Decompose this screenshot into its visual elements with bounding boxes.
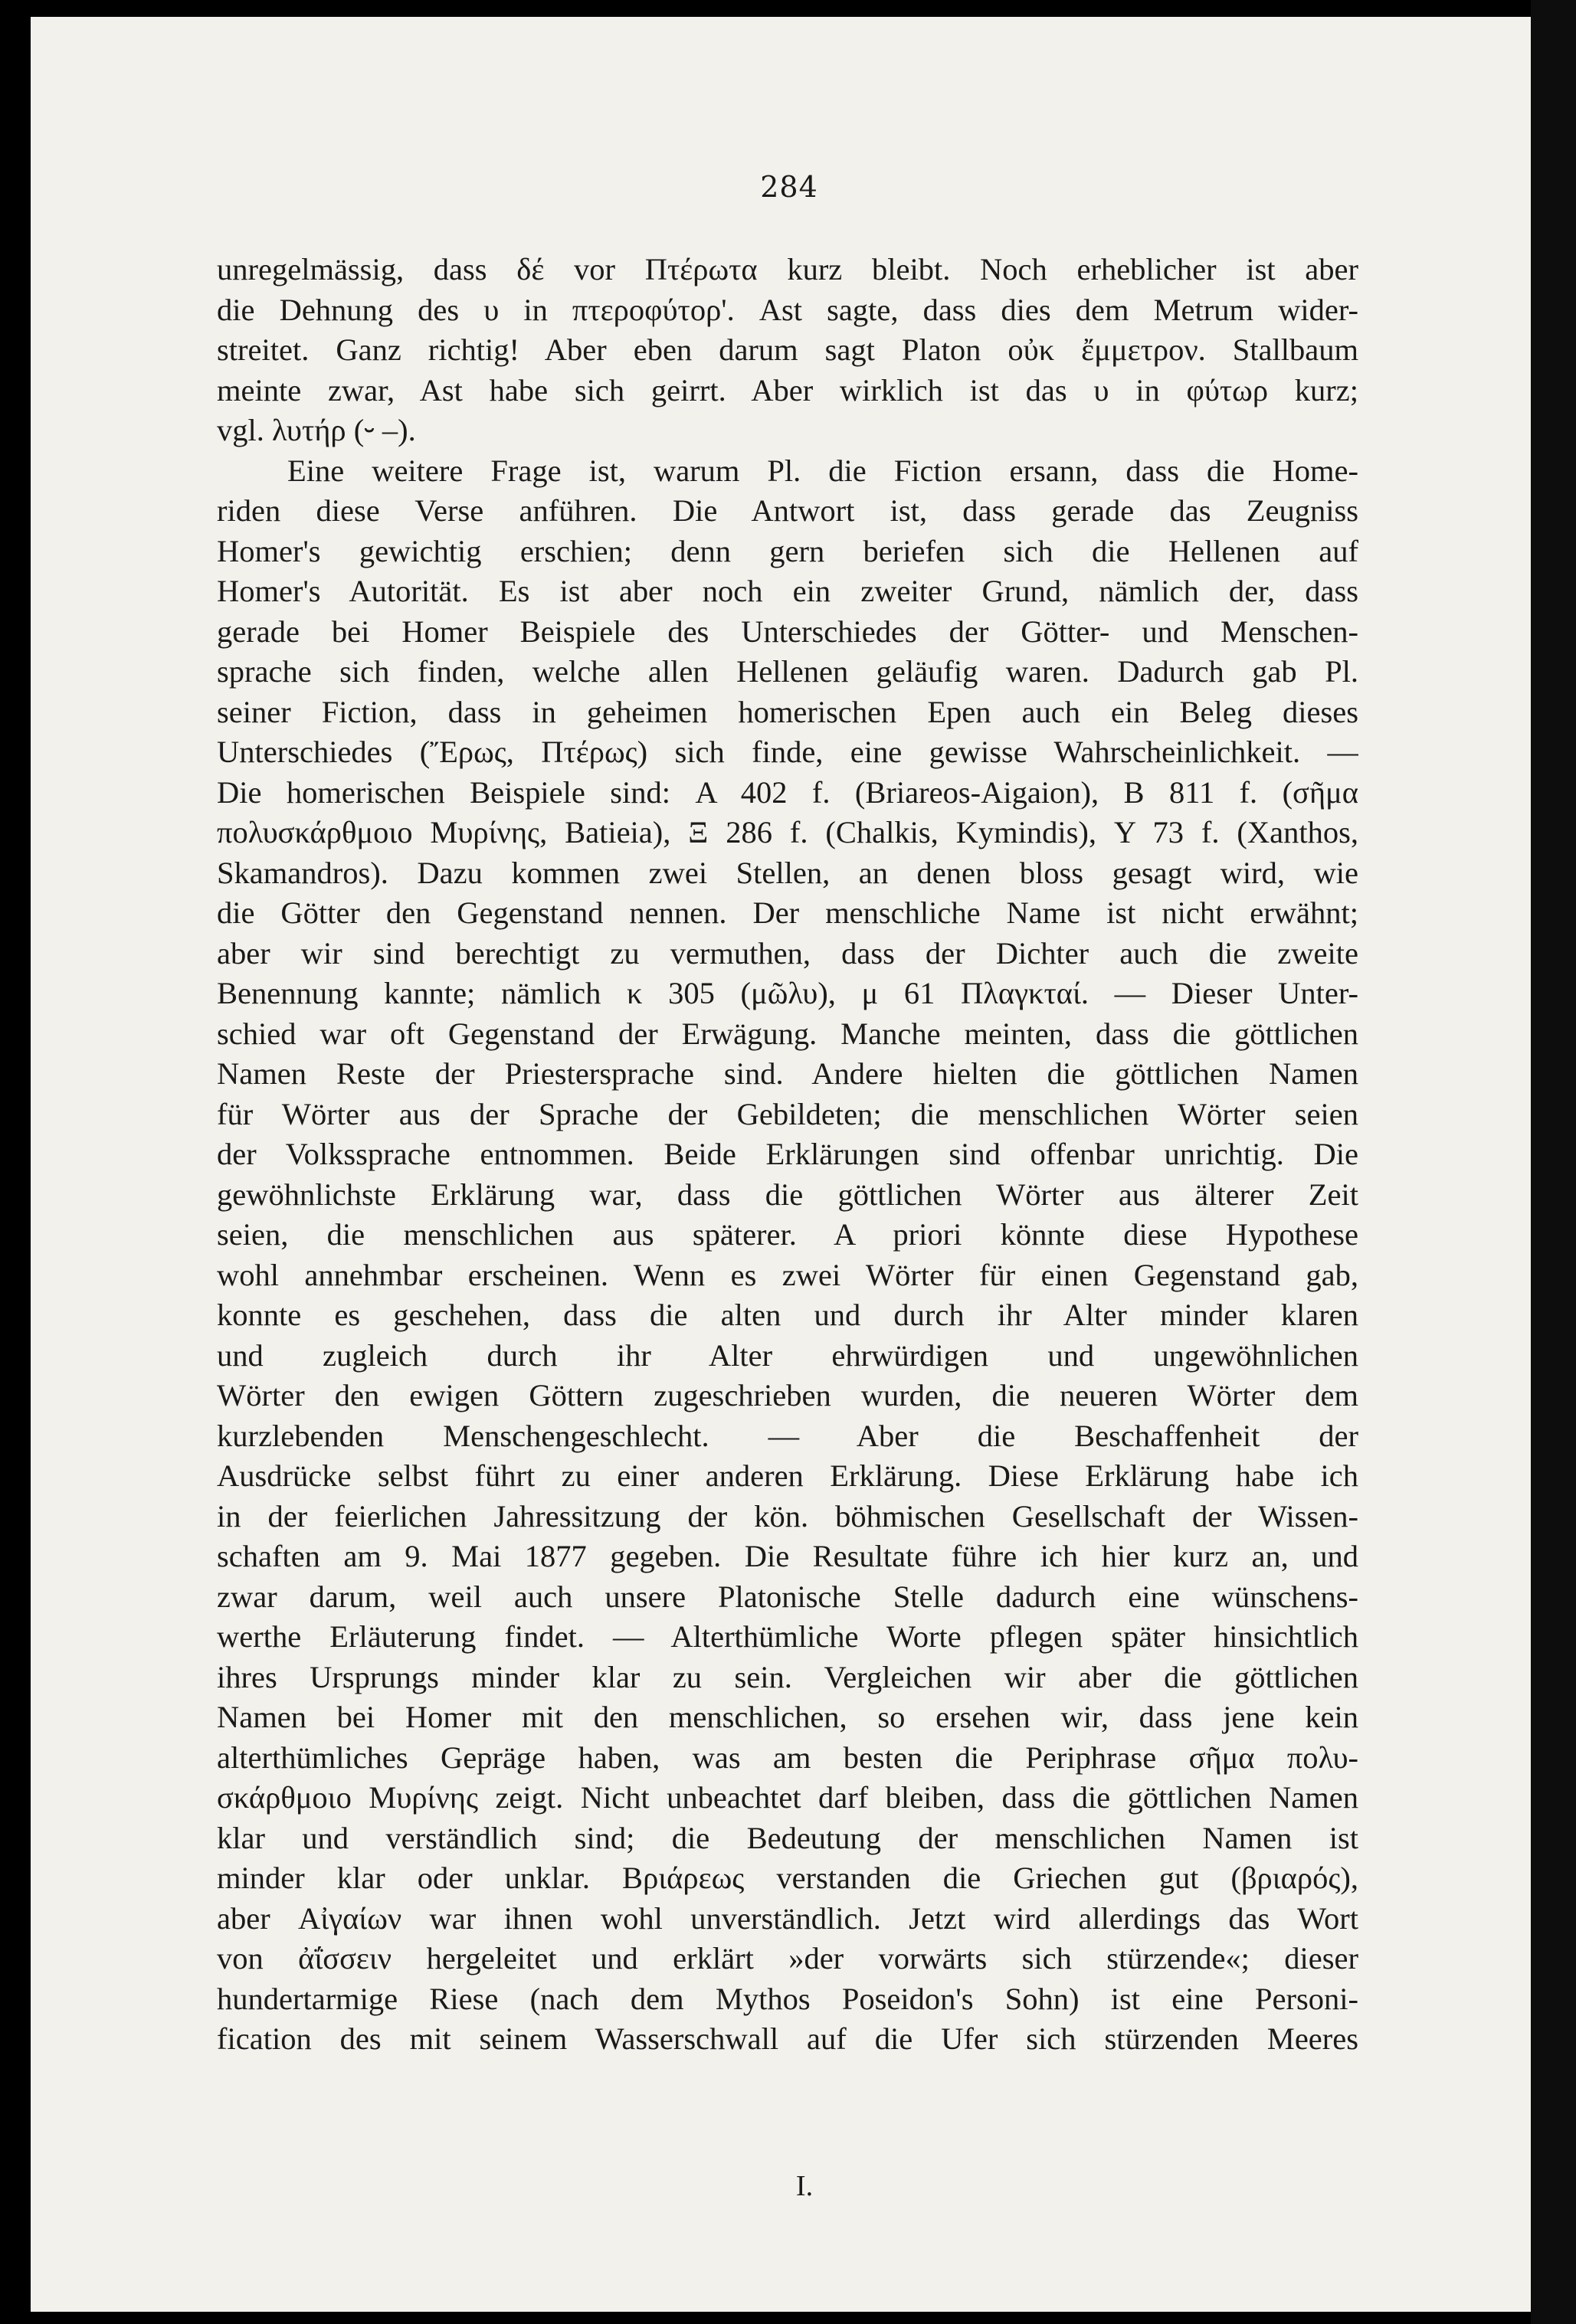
text-line: von ἀΐσσειν hergeleitet und erklärt »der vorwärts sich stürzende«; dieser	[217, 1941, 1358, 1975]
text-line: in der feierlichen Jahressitzung der kön. böhmischen Gesellschaft der Wissen-	[217, 1498, 1358, 1534]
body-text	[217, 250, 1358, 2060]
text-line: meinte zwar, Ast habe sich geirrt. Aber wirklich ist das υ in φύτωρ kurz;	[217, 372, 1358, 408]
text-line: Unterschiedes (Ἔρως, Πτέρως) sich finde, eine gewisse Wahrscheinlichkeit. —	[217, 735, 1358, 769]
text-line: gewöhnlichste Erklärung war, dass die göttlichen Wörter aus älterer Zeit	[217, 1177, 1358, 1212]
text-line: unregelmässig, dass δέ vor Πτέρωτα kurz bleibt. Noch erheblicher ist aber	[217, 252, 1358, 286]
text-line: aber wir sind berechtigt zu vermuthen, dass der Dichter auch die zweite	[217, 935, 1358, 971]
text-line: Ausdrücke selbst führt zu einer anderen Erklärung. Diese Erklärung habe ich	[217, 1458, 1358, 1493]
text-line: kurzlebenden Menschengeschlecht. — Aber die Beschaffenheit der	[217, 1418, 1358, 1453]
text-line: Benennung kannte; nämlich κ 305 (μῶλυ), μ 61 Πλαγκταί. — Dieser Unter-	[217, 976, 1358, 1010]
text-line: gerade bei Homer Beispiele des Unterschiedes der Götter- und Menschen-	[217, 614, 1358, 649]
text-line: Namen bei Homer mit den menschlichen, so ersehen wir, dass jene kein	[217, 1700, 1358, 1734]
text-line: streitet. Ganz richtig! Aber eben darum sagt Platon οὐκ ἔμμετρον. Stallbaum	[217, 332, 1358, 367]
text-line: seiner Fiction, dass in geheimen homerischen Epen auch ein Beleg dieses	[217, 694, 1358, 729]
text-line: wohl annehmbar erscheinen. Wenn es zwei Wörter für einen Gegenstand gab,	[217, 1257, 1358, 1292]
text-line: schaften am 9. Mai 1877 gegeben. Die Resultate führe ich hier kurz an, und	[217, 1539, 1358, 1573]
text-line: vgl. λυτήρ (⏑ –).	[217, 413, 416, 447]
text-line: der Volkssprache entnommen. Beide Erklärungen sind offenbar unrichtig. Die	[217, 1137, 1358, 1171]
text-line: die Götter den Gegenstand nennen. Der menschliche Name ist nicht erwähnt;	[217, 895, 1358, 930]
text-line: für Wörter aus der Sprache der Gebildeten; die menschlichen Wörter seien	[217, 1096, 1358, 1131]
text-line: alterthümliches Gepräge haben, was am besten die Periphrase σῆμα πολυ-	[217, 1740, 1358, 1775]
text-line: πολυσκάρθμοιο Μυρίνης, Batieia), Ξ 286 f. (Chalkis, Kymindis), Υ 73 f. (Xanthos,	[217, 815, 1358, 849]
text-line: schied war oft Gegenstand der Erwägung. Manche meinten, dass die göttlichen	[217, 1016, 1358, 1051]
text-line: Homer's gewichtig erschien; denn gern beriefen sich die Hellenen auf	[217, 533, 1358, 568]
text-line: Namen Reste der Priestersprache sind. Andere hielten die göttlichen Namen	[217, 1056, 1358, 1091]
text-line: hundertarmige Riese (nach dem Mythos Poseidon's Sohn) ist eine Personi-	[217, 1981, 1358, 2016]
paragraph-first-line: Eine weitere Frage ist, warum Pl. die Fiction ersann, dass die Home-	[287, 453, 1358, 488]
text-line: werthe Erläuterung findet. — Alterthümliche Worte pflegen später hinsichtlich	[217, 1619, 1358, 1654]
scan-border-right	[1531, 0, 1576, 2324]
text-line: ihres Ursprungs minder klar zu sein. Vergleichen wir aber die göttlichen	[217, 1659, 1358, 1694]
text-line: klar und verständlich sind; die Bedeutung der menschlichen Namen ist	[217, 1820, 1358, 1855]
page-number: 284	[760, 170, 818, 204]
text-line: Homer's Autorität. Es ist aber noch ein zweiter Grund, nämlich der, dass	[217, 574, 1358, 608]
text-line: konnte es geschehen, dass die alten und durch ihr Alter minder klaren	[217, 1298, 1358, 1332]
text-line: minder klar oder unklar. Βριάρεως verstanden die Griechen gut (βριαρός),	[217, 1861, 1358, 1895]
text-line: und zugleich durch ihr Alter ehrwürdigen und ungewöhnlichen	[217, 1337, 1358, 1373]
text-line: die Dehnung des υ in πτεροφύτορ'. Ast sagte, dass dies dem Metrum wider-	[217, 292, 1358, 327]
text-line: seien, die menschlichen aus späterer. A priori könnte diese Hypothese	[217, 1217, 1358, 1252]
text-line: Skamandros). Dazu kommen zwei Stellen, an denen bloss gesagt wird, wie	[217, 855, 1358, 890]
signature-mark: I.	[795, 2170, 814, 2202]
text-line: zwar darum, weil auch unsere Platonische Stelle dadurch eine wünschens-	[217, 1579, 1358, 1614]
text-line: fication des mit seinem Wasserschwall auf die Ufer sich stürzenden Meeres	[217, 2021, 1358, 2056]
text-line: Wörter den ewigen Göttern zugeschrieben wurden, die neueren Wörter dem	[217, 1378, 1358, 1412]
text-line: σκάρθμοιο Μυρίνης zeigt. Nicht unbeachtet darf bleiben, dass die göttlichen Namen	[217, 1780, 1358, 1815]
text-line: riden diese Verse anführen. Die Antwort ist, dass gerade das Zeugniss	[217, 493, 1358, 528]
text-line: Die homerischen Beispiele sind: Α 402 f. (Briareos-Aigaion), Β 811 f. (σῆμα	[217, 774, 1358, 810]
text-line: aber Αἰγαίων war ihnen wohl unverständlich. Jetzt wird allerdings das Wort	[217, 1900, 1358, 1936]
text-line: sprache sich finden, welche allen Hellenen geläufig waren. Dadurch gab Pl.	[217, 654, 1358, 689]
